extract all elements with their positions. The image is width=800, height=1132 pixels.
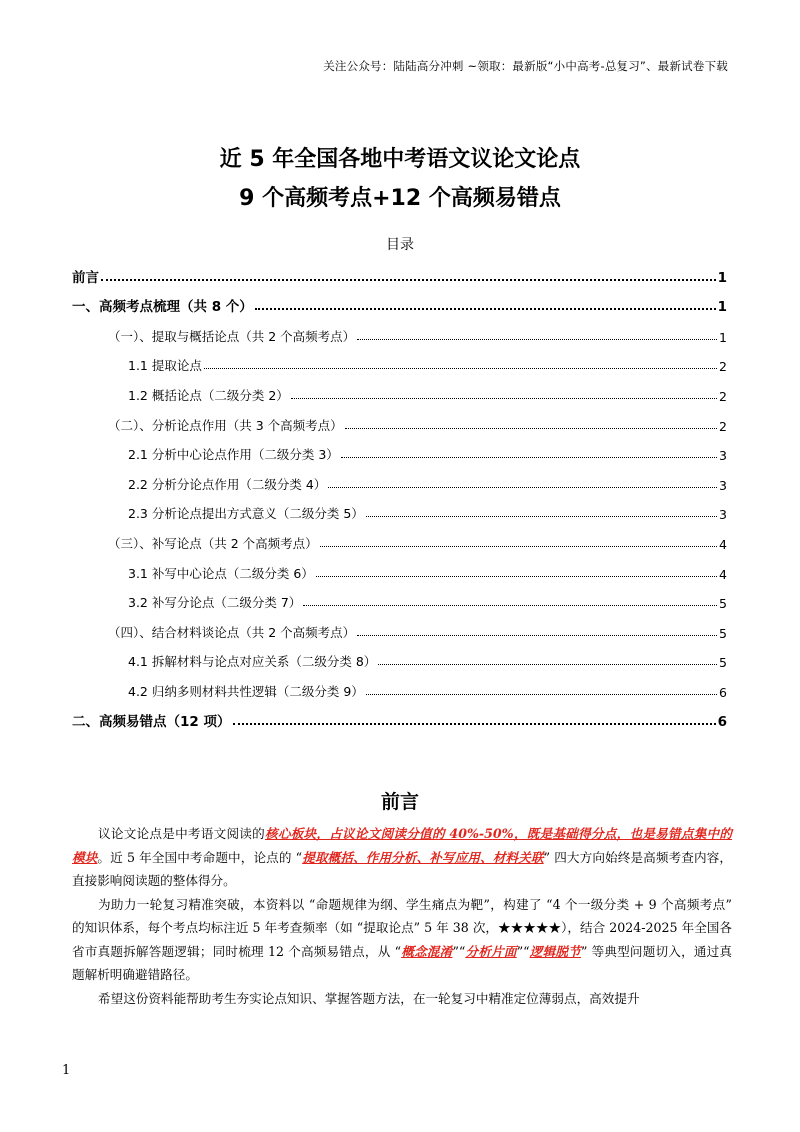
toc-entry[interactable] (72, 463, 727, 493)
toc-entry-page: 2 (719, 418, 727, 434)
toc-entry-label: 二、高频易错点（12 项） (72, 713, 231, 730)
highlight-text: 逻辑脱节 (529, 943, 581, 959)
toc-entry-label: （二）、分析论点作用（共 3 个高频考点） (108, 417, 343, 433)
toc-leader-dots (101, 279, 716, 281)
toc-entry-label: 一、高频考点梳理（共 8 个） (72, 299, 253, 316)
toc-entry-label: 3.1 补写中心论点（二级分类 6） (128, 565, 314, 581)
toc-entry[interactable] (72, 582, 727, 612)
toc-entry-label: （三）、补写论点（共 2 个高频考点） (108, 535, 318, 551)
preface-paragraph-3: 希望这份资料能帮助考生夯实论点知识、掌握答题方法，在一轮复习中精准定位薄弱点，高效提升 (98, 990, 640, 1006)
toc-leader-dots (366, 694, 717, 695)
toc-leader-dots (328, 487, 717, 488)
text-span: ” 等典型问题切入，通过真题解析明确避错路径。 (72, 943, 733, 982)
toc-entry-page: 5 (719, 596, 727, 612)
toc-entry[interactable] (72, 315, 727, 345)
toc-entry[interactable] (72, 670, 727, 700)
toc-entry-page: 5 (719, 625, 727, 641)
toc-entry-label: 前言 (72, 269, 99, 286)
toc-leader-dots (255, 308, 716, 310)
text-span: ”“ (452, 943, 466, 959)
toc-entry[interactable] (72, 345, 727, 375)
toc-entry-page: 1 (719, 329, 727, 345)
toc-leader-dots (316, 576, 717, 577)
toc-entry-label: 2.1 分析中心论点作用（二级分类 3） (128, 447, 339, 463)
toc-entry-page: 1 (717, 269, 727, 286)
toc-entry-label: 3.2 补写分论点（二级分类 7） (128, 595, 302, 611)
preface-body (72, 822, 732, 1010)
toc-entry-page: 6 (717, 713, 727, 730)
toc-leader-dots (357, 635, 717, 636)
toc-entry[interactable] (72, 552, 727, 582)
toc-entry[interactable] (72, 286, 727, 316)
preface-title: 前言 (380, 791, 419, 813)
toc-entry-page: 3 (719, 477, 727, 493)
preface-paragraph-2 (72, 893, 732, 987)
toc-entry[interactable] (72, 493, 727, 523)
toc-leader-dots (204, 368, 717, 369)
toc-entry-page: 3 (719, 507, 727, 523)
toc-leader-dots (291, 398, 717, 399)
toc-entry-label: 4.2 归纳多则材料共性逻辑（二级分类 9） (128, 683, 364, 699)
toc-entry-page: 4 (719, 566, 727, 582)
toc-entry-page: 6 (719, 684, 727, 700)
text-span: 议论文论点是中考语文阅读的 (98, 826, 265, 841)
toc-entry-page: 4 (719, 536, 727, 552)
toc-entry[interactable] (72, 522, 727, 552)
toc-leader-dots (320, 546, 717, 547)
toc-entry[interactable] (72, 404, 727, 434)
toc-leader-dots (233, 723, 716, 725)
highlight-text: 提取概括、作用分析、补写应用、材料关联 (302, 849, 544, 865)
highlight-text: 分析片面 (465, 943, 517, 959)
header-note: 关注公众号：陆陆高分冲刺 ~领取：最新版“小中高考-总复习”、最新试卷下载 (323, 59, 728, 73)
table-of-contents (72, 256, 727, 730)
toc-leader-dots (357, 339, 717, 340)
toc-entry[interactable] (72, 374, 727, 404)
document-title-line-2: 9 个高频考点+12 个高频易错点 (239, 186, 561, 211)
toc-entry-label: （四）、结合材料谈论点（共 2 个高频考点） (108, 624, 356, 640)
toc-heading: 目录 (386, 237, 414, 253)
toc-entry-page: 5 (719, 655, 727, 671)
text-span: ”“ (516, 943, 530, 959)
toc-entry-page: 1 (717, 299, 727, 316)
page-number: 1 (62, 1063, 71, 1078)
toc-entry[interactable] (72, 611, 727, 641)
document-title-line-1: 近 5 年全国各地中考语文议论文论点 (219, 147, 581, 172)
toc-entry[interactable] (72, 256, 727, 286)
text-span: 。近 5 年全国中考命题中，论点的 “ (97, 849, 303, 865)
highlight-text: 核心板块，占议论文阅读分值的 40%-50%，既是基础得分点，也是易错点集中的模块 (72, 826, 732, 865)
toc-entry-label: 4.1 拆解材料与论点对应关系（二级分类 8） (128, 654, 377, 670)
preface-paragraph-1 (72, 822, 732, 893)
toc-entry[interactable] (72, 641, 727, 671)
toc-entry-label: 1.1 提取论点 (128, 358, 202, 374)
toc-leader-dots (366, 516, 717, 517)
highlight-text: 概念混淆 (401, 943, 453, 959)
toc-entry-page: 3 (719, 448, 727, 464)
toc-entry-label: （一）、提取与概括论点（共 2 个高频考点） (108, 328, 356, 344)
toc-leader-dots (303, 605, 717, 606)
toc-entry-label: 1.2 概括论点（二级分类 2） (128, 387, 289, 403)
text-span: 为助力一轮复习精准突破，本资料以 “命题规律为纲、学生痛点为靶”，构建了 “4 个一级分类 + 9 个高频考点” 的知识体系，每个考点均标注近 5 年考查频率（如 “提取论点” 5 年 38 次，★★★★★），结合 2024-2025 年全国各省市真题拆解答题逻辑；同时梳理 12 个高频易错点，从 “ (72, 896, 732, 959)
toc-entry-page: 2 (719, 388, 727, 404)
toc-entry[interactable] (72, 700, 727, 730)
toc-leader-dots (378, 664, 717, 665)
toc-entry-label: 2.3 分析论点提出方式意义（二级分类 5） (128, 506, 364, 522)
toc-entry-page: 2 (719, 359, 727, 375)
toc-entry[interactable] (72, 434, 727, 464)
toc-entry-label: 2.2 分析分论点作用（二级分类 4） (128, 476, 327, 492)
toc-leader-dots (345, 428, 717, 429)
toc-leader-dots (341, 457, 717, 458)
text-span: ” 四大方向始终是高频考查内容，直接影响阅读题的整体得分。 (72, 849, 733, 888)
